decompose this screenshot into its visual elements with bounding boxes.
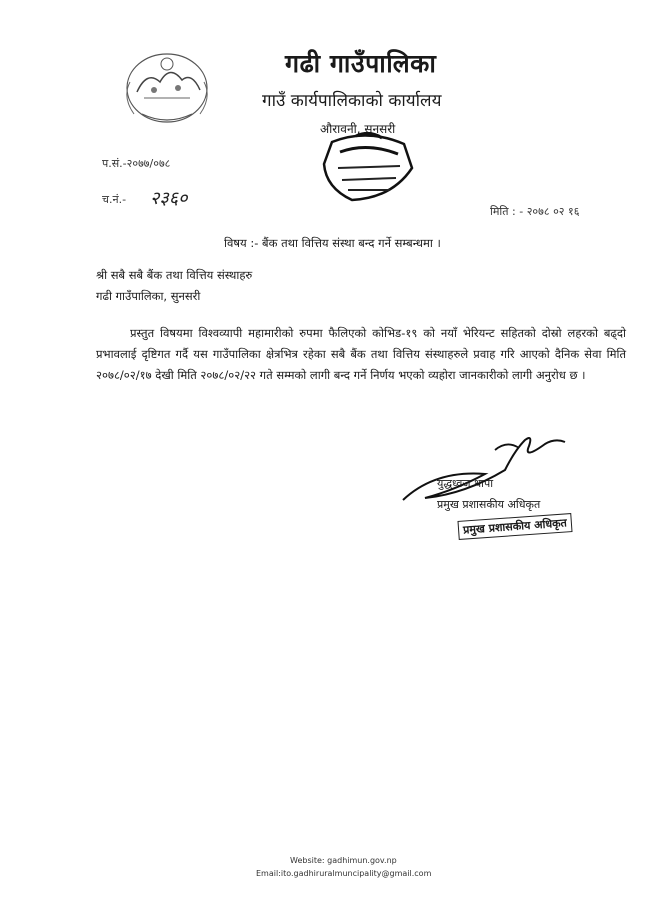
- office-seal-icon: [312, 128, 422, 206]
- signatory-name: युद्धध्वज थापा: [437, 477, 494, 490]
- chalani-label: च.नं.-: [102, 193, 127, 206]
- patra-sankhya: प.सं.-२०७७/०७८: [102, 157, 171, 170]
- letter-body: प्रस्तुत विषयमा विश्वव्यापी महामारीको रुपमा फैलिएको कोभिड-१९ को नयाँ भेरियन्ट सहितको दोस्रो लहरको बढ्दो प्रभावलाई दृष्टिगत गर्दै यस गाउँपालिका क्षेत्रभित्र रहेका सबै बैंक तथा वित्तिय संस्थाहरुले प्रवाह गरि आएको दैनिक सेवा मिति २०७८/०२/१७ देखी मिति २०७८/०२/२२ गते सम्मको लागी बन्द गर्ने निर्णय भएको व्यहोरा जानकारीको लागी अनुरोध छ ।: [96, 326, 626, 382]
- signatory-title: प्रमुख प्रशासकीय अधिकृत: [437, 498, 541, 511]
- municipality-name: गढी गाउँपालिका: [285, 49, 437, 78]
- subject-line: विषय :- बैंक तथा वित्तिय संस्था बन्द गर्ने सम्बन्धमा ।: [224, 236, 441, 250]
- chalani-number: २३६०: [150, 188, 188, 209]
- office-location: औरावनी, सुनसरी: [320, 122, 396, 136]
- office-name: गाउँ कार्यपालिकाको कार्यालय: [262, 91, 442, 111]
- signatory-stamp: प्रमुख प्रशासकीय अधिकृत: [457, 513, 572, 540]
- letter-date: मिति : - २०७८ ०२ १६: [490, 205, 580, 218]
- footer-email: Email:ito.gadhiruralmuncipality@gmail.com: [256, 869, 432, 878]
- recipient-line-2: गढी गाउँपालिका, सुनसरी: [96, 289, 201, 303]
- footer-website: Website: gadhimun.gov.np: [290, 856, 397, 865]
- nepal-emblem-icon: [112, 42, 222, 132]
- recipient-line-1: श्री सबै सबै बैंक तथा वित्तिय संस्थाहरु: [96, 268, 253, 282]
